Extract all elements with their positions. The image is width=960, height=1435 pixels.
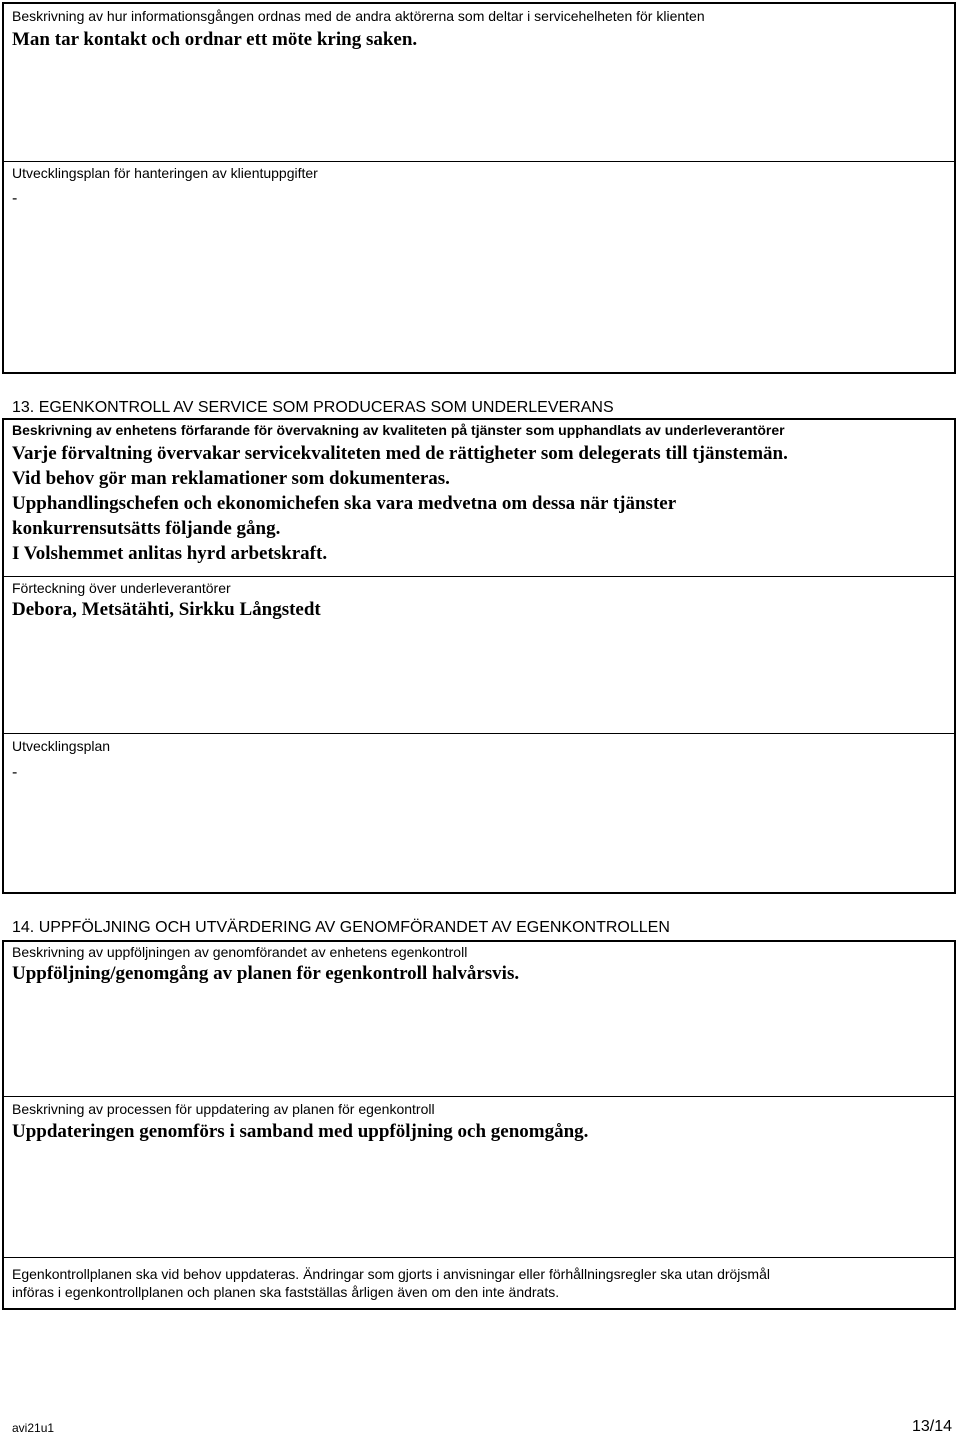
section-12-box xyxy=(2,2,956,374)
page-number: 13/14 xyxy=(911,1418,952,1435)
divider xyxy=(2,1257,956,1258)
update-label: Beskrivning av processen för uppdatering av planen för egenkontroll xyxy=(12,1101,435,1117)
divider xyxy=(2,161,956,162)
desc-line: Varje förvaltning övervakar servicekvaliteten med de rättigheter som delegerats till tjänstemän. xyxy=(12,443,788,464)
followup-label: Beskrivning av uppföljningen av genomförandet av enhetens egenkontroll xyxy=(12,944,468,960)
supervision-desc-text xyxy=(12,441,788,566)
desc-line: Vid behov gör man reklamationer som dokumenteras. xyxy=(12,468,450,489)
info-flow-label: Beskrivning av hur informationsgången ordnas med de andra aktörerna som deltar i servicehelheten för klienten xyxy=(12,8,705,24)
followup-text: Uppföljning/genomgång av planen för egenkontroll halvårsvis. xyxy=(12,963,520,984)
document-code: avi21u1 xyxy=(12,1421,55,1435)
divider xyxy=(2,576,956,577)
subcontractors-text: Debora, Metsätähti, Sirkku Långstedt xyxy=(12,599,321,620)
desc-line: I Volshemmet anlitas hyrd arbetskraft. xyxy=(12,543,328,564)
update-note-line-2: införas i egenkontrollplanen och planen ska fastställas årligen även om den inte ändrats. xyxy=(12,1284,560,1300)
dev-plan-label-12: Utvecklingsplan för hanteringen av klientuppgifter xyxy=(12,165,318,181)
update-note-line-1: Egenkontrollplanen ska vid behov uppdateras. Ändringar som gjorts i anvisningar eller förhållningsregler ska utan dröjsmål xyxy=(12,1266,770,1282)
subcontractors-label: Förteckning över underleverantörer xyxy=(12,580,231,596)
desc-line: konkurrensutsätts följande gång. xyxy=(12,518,281,539)
dev-plan-text-12: - xyxy=(12,190,18,207)
section-14-heading: 14. UPPFÖLJNING OCH UTVÄRDERING AV GENOMFÖRANDET AV EGENKONTROLLEN xyxy=(12,919,670,936)
dev-plan-text-13: - xyxy=(12,764,18,781)
divider xyxy=(2,733,956,734)
info-flow-text: Man tar kontakt och ordnar ett möte kring saken. xyxy=(12,29,418,50)
desc-line: Upphandlingschefen och ekonomichefen ska vara medvetna om dessa när tjänster xyxy=(12,493,677,514)
divider xyxy=(2,1096,956,1097)
supervision-desc-label: Beskrivning av enhetens förfarande för övervakning av kvaliteten på tjänster som upphandlats av underleverantörer xyxy=(12,422,785,438)
dev-plan-label-13: Utvecklingsplan xyxy=(12,738,111,754)
update-text: Uppdateringen genomförs i samband med uppföljning och genomgång. xyxy=(12,1121,589,1142)
section-13-heading: 13. EGENKONTROLL AV SERVICE SOM PRODUCERAS SOM UNDERLEVERANS xyxy=(12,399,614,416)
